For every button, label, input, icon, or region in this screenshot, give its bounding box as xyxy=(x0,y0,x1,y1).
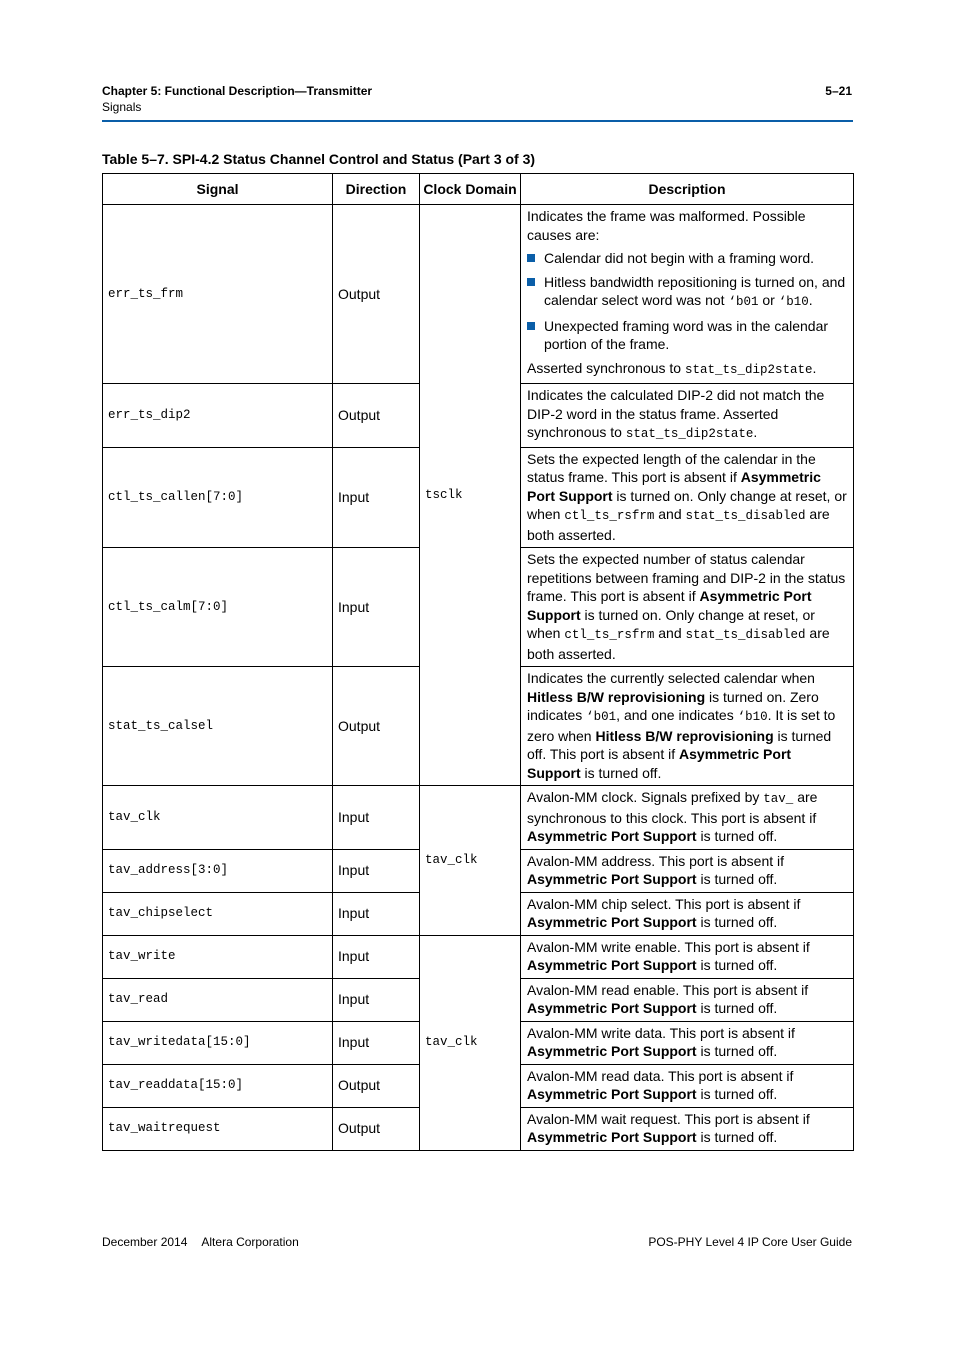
description-cell: Avalon-MM address. This port is absent if Asymmetric Port Support is turned off. xyxy=(521,849,854,892)
direction-cell: Input xyxy=(333,1021,420,1064)
signal-cell: err_ts_frm xyxy=(103,205,333,384)
direction-cell: Output xyxy=(333,205,420,384)
description-cell: Sets the expected number of status calendar repetitions between framing and DIP-2 in the status frame. This port is absent if Asymmetric Port Support is turned on. Only change at reset, or when ctl_ts_rsfrm and stat_ts_disabled are both asserted. xyxy=(521,548,854,667)
signal-cell: err_ts_dip2 xyxy=(103,384,333,448)
direction-cell: Input xyxy=(333,935,420,978)
footer-company: Altera Corporation xyxy=(201,1235,299,1249)
bullet-icon xyxy=(527,278,535,286)
direction-cell: Output xyxy=(333,1064,420,1107)
direction-cell: Output xyxy=(333,667,420,786)
clock-domain-cell: tsclk xyxy=(420,205,521,786)
column-header-direction: Direction xyxy=(333,174,420,205)
signal-cell: stat_ts_calsel xyxy=(103,667,333,786)
chapter-title: Chapter 5: Functional Description—Transmitter xyxy=(102,84,373,98)
direction-cell: Input xyxy=(333,892,420,935)
signal-cell: tav_writedata[15:0] xyxy=(103,1021,333,1064)
signal-cell: tav_waitrequest xyxy=(103,1107,333,1150)
signal-cell: tav_write xyxy=(103,935,333,978)
list-item: Unexpected framing word was in the calendar portion of the frame. xyxy=(527,317,847,354)
section-title: Signals xyxy=(102,100,142,114)
table-row xyxy=(103,935,854,978)
page-header xyxy=(102,84,372,115)
footer-date: December 2014 xyxy=(102,1235,188,1249)
page-number: 5–21 xyxy=(825,84,852,98)
signal-cell: tav_read xyxy=(103,978,333,1021)
signal-cell: ctl_ts_calm[7:0] xyxy=(103,548,333,667)
direction-cell: Input xyxy=(333,447,420,548)
direction-cell: Input xyxy=(333,548,420,667)
description-cell: Avalon-MM clock. Signals prefixed by tav_ are synchronous to this clock. This port is absent if Asymmetric Port Support is turned off. xyxy=(521,786,854,850)
description-intro: Indicates the frame was malformed. Possible causes are: xyxy=(527,208,806,243)
header-rule xyxy=(102,120,853,122)
page-footer-left xyxy=(102,1235,299,1249)
description-outro: Asserted synchronous to stat_ts_dip2state. xyxy=(527,359,817,377)
clock-domain-cell: tav_clk xyxy=(420,935,521,1150)
signal-cell: ctl_ts_callen[7:0] xyxy=(103,447,333,548)
column-header-description: Description xyxy=(521,174,854,205)
table-row xyxy=(103,205,854,384)
description-cell xyxy=(521,205,854,384)
direction-cell: Input xyxy=(333,978,420,1021)
list-item: Calendar did not begin with a framing word. xyxy=(527,249,847,268)
signal-cell: tav_chipselect xyxy=(103,892,333,935)
description-cell: Sets the expected length of the calendar in the status frame. This port is absent if Asymmetric Port Support is turned on. Only change at reset, or when ctl_ts_rsfrm and stat_ts_disabled are both asserted. xyxy=(521,447,854,548)
bullet-icon xyxy=(527,254,535,262)
signal-cell: tav_address[3:0] xyxy=(103,849,333,892)
description-cell: Avalon-MM read enable. This port is absent if Asymmetric Port Support is turned off. xyxy=(521,978,854,1021)
table-row xyxy=(103,786,854,850)
bullet-icon xyxy=(527,322,535,330)
signal-cell: tav_clk xyxy=(103,786,333,850)
description-cell: Avalon-MM read data. This port is absent if Asymmetric Port Support is turned off. xyxy=(521,1064,854,1107)
description-cell: Indicates the calculated DIP-2 did not match the DIP-2 word in the status frame. Asserted synchronous to stat_ts_dip2state. xyxy=(521,384,854,448)
direction-cell: Input xyxy=(333,786,420,850)
direction-cell: Output xyxy=(333,1107,420,1150)
column-header-signal: Signal xyxy=(103,174,333,205)
column-header-clock-domain: Clock Domain xyxy=(420,174,521,205)
description-cell: Avalon-MM write enable. This port is absent if Asymmetric Port Support is turned off. xyxy=(521,935,854,978)
signal-cell: tav_readdata[15:0] xyxy=(103,1064,333,1107)
signals-table xyxy=(102,173,854,1151)
direction-cell: Output xyxy=(333,384,420,448)
description-cell: Indicates the currently selected calendar when Hitless B/W reprovisioning is turned on. Zero indicates ‘b01, and one indicates ‘b10. It is set to zero when Hitless B/W reprovisioning is turned off. This port is absent if Asymmetric Port Support is turned off. xyxy=(521,667,854,786)
list-item: Hitless bandwidth repositioning is turned on, and calendar select word was not ‘b01 or ‘b10. xyxy=(527,273,847,312)
table-header-row xyxy=(103,174,854,205)
footer-guide-title: POS-PHY Level 4 IP Core User Guide xyxy=(648,1235,852,1249)
direction-cell: Input xyxy=(333,849,420,892)
description-cell: Avalon-MM wait request. This port is absent if Asymmetric Port Support is turned off. xyxy=(521,1107,854,1150)
description-cell: Avalon-MM chip select. This port is absent if Asymmetric Port Support is turned off. xyxy=(521,892,854,935)
clock-domain-cell: tav_clk xyxy=(420,786,521,936)
table-caption: Table 5–7. SPI-4.2 Status Channel Control and Status (Part 3 of 3) xyxy=(102,151,536,167)
description-cell: Avalon-MM write data. This port is absent if Asymmetric Port Support is turned off. xyxy=(521,1021,854,1064)
